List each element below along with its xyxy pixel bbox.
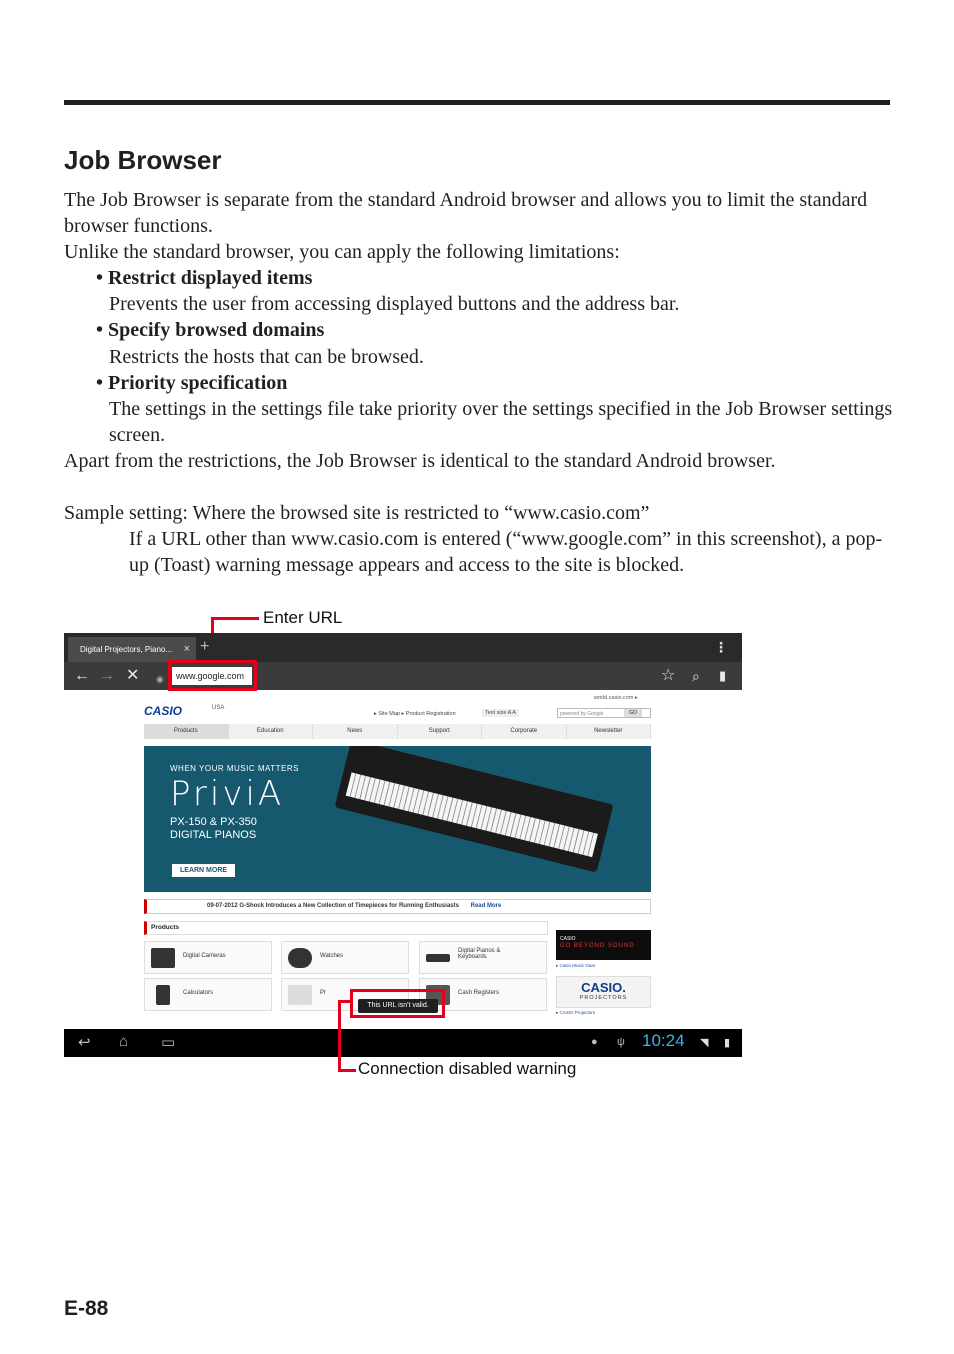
outro-paragraph: Apart from the restrictions, the Job Browser is identical to the standard Android browser. xyxy=(64,449,776,472)
back-icon[interactable]: ↩ xyxy=(78,1034,91,1051)
new-tab-icon[interactable]: + xyxy=(200,638,210,655)
nav-item-news[interactable]: News xyxy=(313,724,398,739)
product-label: Cash Registers xyxy=(458,990,500,996)
calculator-icon xyxy=(156,985,170,1005)
banner-model: PX-150 & PX-350 xyxy=(170,816,257,828)
banner-product: DIGITAL PIANOS xyxy=(170,829,257,841)
ad-brand: CASIO. xyxy=(581,980,626,995)
url-highlight xyxy=(168,660,257,691)
forward-icon[interactable]: → xyxy=(99,667,115,684)
site-info-icon[interactable]: ◉ xyxy=(156,674,164,684)
product-tile[interactable] xyxy=(144,941,272,974)
text-size-control[interactable]: Text size A A xyxy=(482,709,519,717)
close-icon[interactable]: × xyxy=(183,643,190,655)
bullet-item xyxy=(64,265,894,317)
menu-icon[interactable]: ⋮ xyxy=(714,639,728,655)
site-search-input[interactable]: powered by Google xyxy=(557,708,651,718)
world-link[interactable]: world.casio.com ▸ xyxy=(594,695,638,701)
star-icon[interactable]: ☆ xyxy=(661,667,676,684)
nav-item-newsletter[interactable]: Newsletter xyxy=(567,724,652,739)
tab-title: Digital Projectors, Piano... xyxy=(80,645,173,654)
body-text xyxy=(64,187,894,578)
callout-line xyxy=(338,1000,341,1072)
region-label: USA xyxy=(212,705,225,711)
nav-item-products[interactable]: Products xyxy=(144,724,229,739)
connection-warning-callout: Connection disabled warning xyxy=(358,1059,577,1078)
projectors-link[interactable]: ▸ CASIO Projectors xyxy=(556,1010,596,1015)
go-button[interactable]: GO xyxy=(624,709,642,717)
usb-icon: ψ xyxy=(617,1036,625,1048)
system-bar xyxy=(64,1029,742,1057)
home-icon[interactable]: ⌂ xyxy=(119,1033,129,1050)
ad-tagline: PROJECTORS xyxy=(579,995,628,1001)
bullet-title: • Priority specification xyxy=(96,371,288,394)
clock: 10:24 xyxy=(642,1031,685,1050)
product-label: Watches xyxy=(320,953,344,959)
product-tile[interactable] xyxy=(281,941,409,974)
product-tile[interactable] xyxy=(419,941,547,974)
bookmark-icon[interactable]: ▮ xyxy=(719,668,727,683)
music-gear-link[interactable]: ▸ Casio Music Gear xyxy=(556,963,596,968)
toast-highlight xyxy=(350,989,445,1018)
product-label: Digital Pianos & Keyboards xyxy=(458,948,501,960)
bullet-description: Restricts the hosts that can be browsed. xyxy=(109,345,424,368)
site-links[interactable]: ▸ Site Map ▸ Product Registration xyxy=(374,711,456,717)
keyboard-icon xyxy=(426,954,450,962)
bullet-description: The settings in the settings file take priority over the settings specified in the Job Browser settings screen. xyxy=(109,397,893,446)
bullet-title: • Specify browsed domains xyxy=(96,319,325,342)
callout-line xyxy=(338,1000,352,1003)
music-gear-ad[interactable] xyxy=(556,930,651,960)
read-more-link[interactable]: Read More xyxy=(470,903,502,909)
product-label: Digital Cameras xyxy=(183,953,226,959)
product-label: Calculators xyxy=(183,990,214,996)
banner-kicker: WHEN YOUR MUSIC MATTERS xyxy=(170,764,299,773)
nav-item-support[interactable]: Support xyxy=(398,724,483,739)
page-number: E-88 xyxy=(64,1297,109,1320)
toast-warning: This URL isn't valid. xyxy=(358,999,438,1013)
camera-icon xyxy=(151,948,175,968)
bullet-description: Prevents the user from accessing displayed buttons and the address bar. xyxy=(109,293,680,316)
enter-url-callout: Enter URL xyxy=(263,608,343,627)
section-heading: Job Browser xyxy=(64,145,222,175)
nav-item-corporate[interactable]: Corporate xyxy=(482,724,567,739)
casio-logo[interactable]: CASIO xyxy=(144,704,183,718)
search-icon[interactable]: ⌕ xyxy=(692,668,700,684)
intro-paragraph: Unlike the standard browser, you can apply the following limitations: xyxy=(64,241,620,264)
top-rule xyxy=(64,100,890,105)
bullet-item xyxy=(64,370,894,448)
callout-line xyxy=(211,617,259,620)
ad-tagline: GO BEYOND SOUND xyxy=(560,943,635,949)
browser-tab[interactable] xyxy=(68,637,196,662)
ad-brand: CASIO xyxy=(560,936,576,942)
news-text: 09-07-2012 G-Shock Introduces a New Collection of Timepieces for Running Enthusiasts xyxy=(207,903,459,909)
stop-icon[interactable]: ✕ xyxy=(126,667,140,684)
callout-line xyxy=(338,1069,356,1072)
nav-item-education[interactable]: Education xyxy=(229,724,314,739)
product-label: Pr xyxy=(320,990,326,996)
wifi-icon: ◥ xyxy=(700,1037,709,1049)
products-heading: Products xyxy=(144,921,548,935)
browser-address-bar xyxy=(64,662,742,690)
learn-more-button[interactable]: LEARN MORE xyxy=(172,864,235,877)
banner-brand: PriviA xyxy=(170,774,285,814)
projector-icon xyxy=(288,985,312,1005)
watch-icon xyxy=(288,948,312,968)
android-icon: ● xyxy=(591,1036,598,1048)
bullet-item xyxy=(64,317,894,369)
recent-apps-icon[interactable]: ▭ xyxy=(161,1034,176,1051)
privia-banner[interactable] xyxy=(144,746,651,892)
bullet-title: • Restrict displayed items xyxy=(96,267,313,290)
url-input[interactable]: www.google.com xyxy=(172,667,252,685)
casio-webpage xyxy=(64,690,742,1029)
projectors-ad[interactable] xyxy=(556,976,651,1008)
battery-icon: ▮ xyxy=(724,1037,731,1049)
back-icon[interactable]: ← xyxy=(74,667,90,684)
site-main-nav xyxy=(144,724,651,739)
browser-tab-bar xyxy=(64,633,742,662)
piano-image xyxy=(335,746,614,873)
news-ticker xyxy=(144,899,651,914)
sample-title: Sample setting: Where the browsed site is restricted to “www.casio.com” xyxy=(64,502,650,525)
product-tile[interactable] xyxy=(144,978,272,1011)
sample-description: If a URL other than www.casio.com is entered (“www.google.com” in this screenshot), a pop-up (Toast) warning message appears and access to the site is blocked. xyxy=(129,528,883,577)
intro-paragraph: The Job Browser is separate from the standard Android browser and allows you to limit the standard browser functions. xyxy=(64,189,868,238)
